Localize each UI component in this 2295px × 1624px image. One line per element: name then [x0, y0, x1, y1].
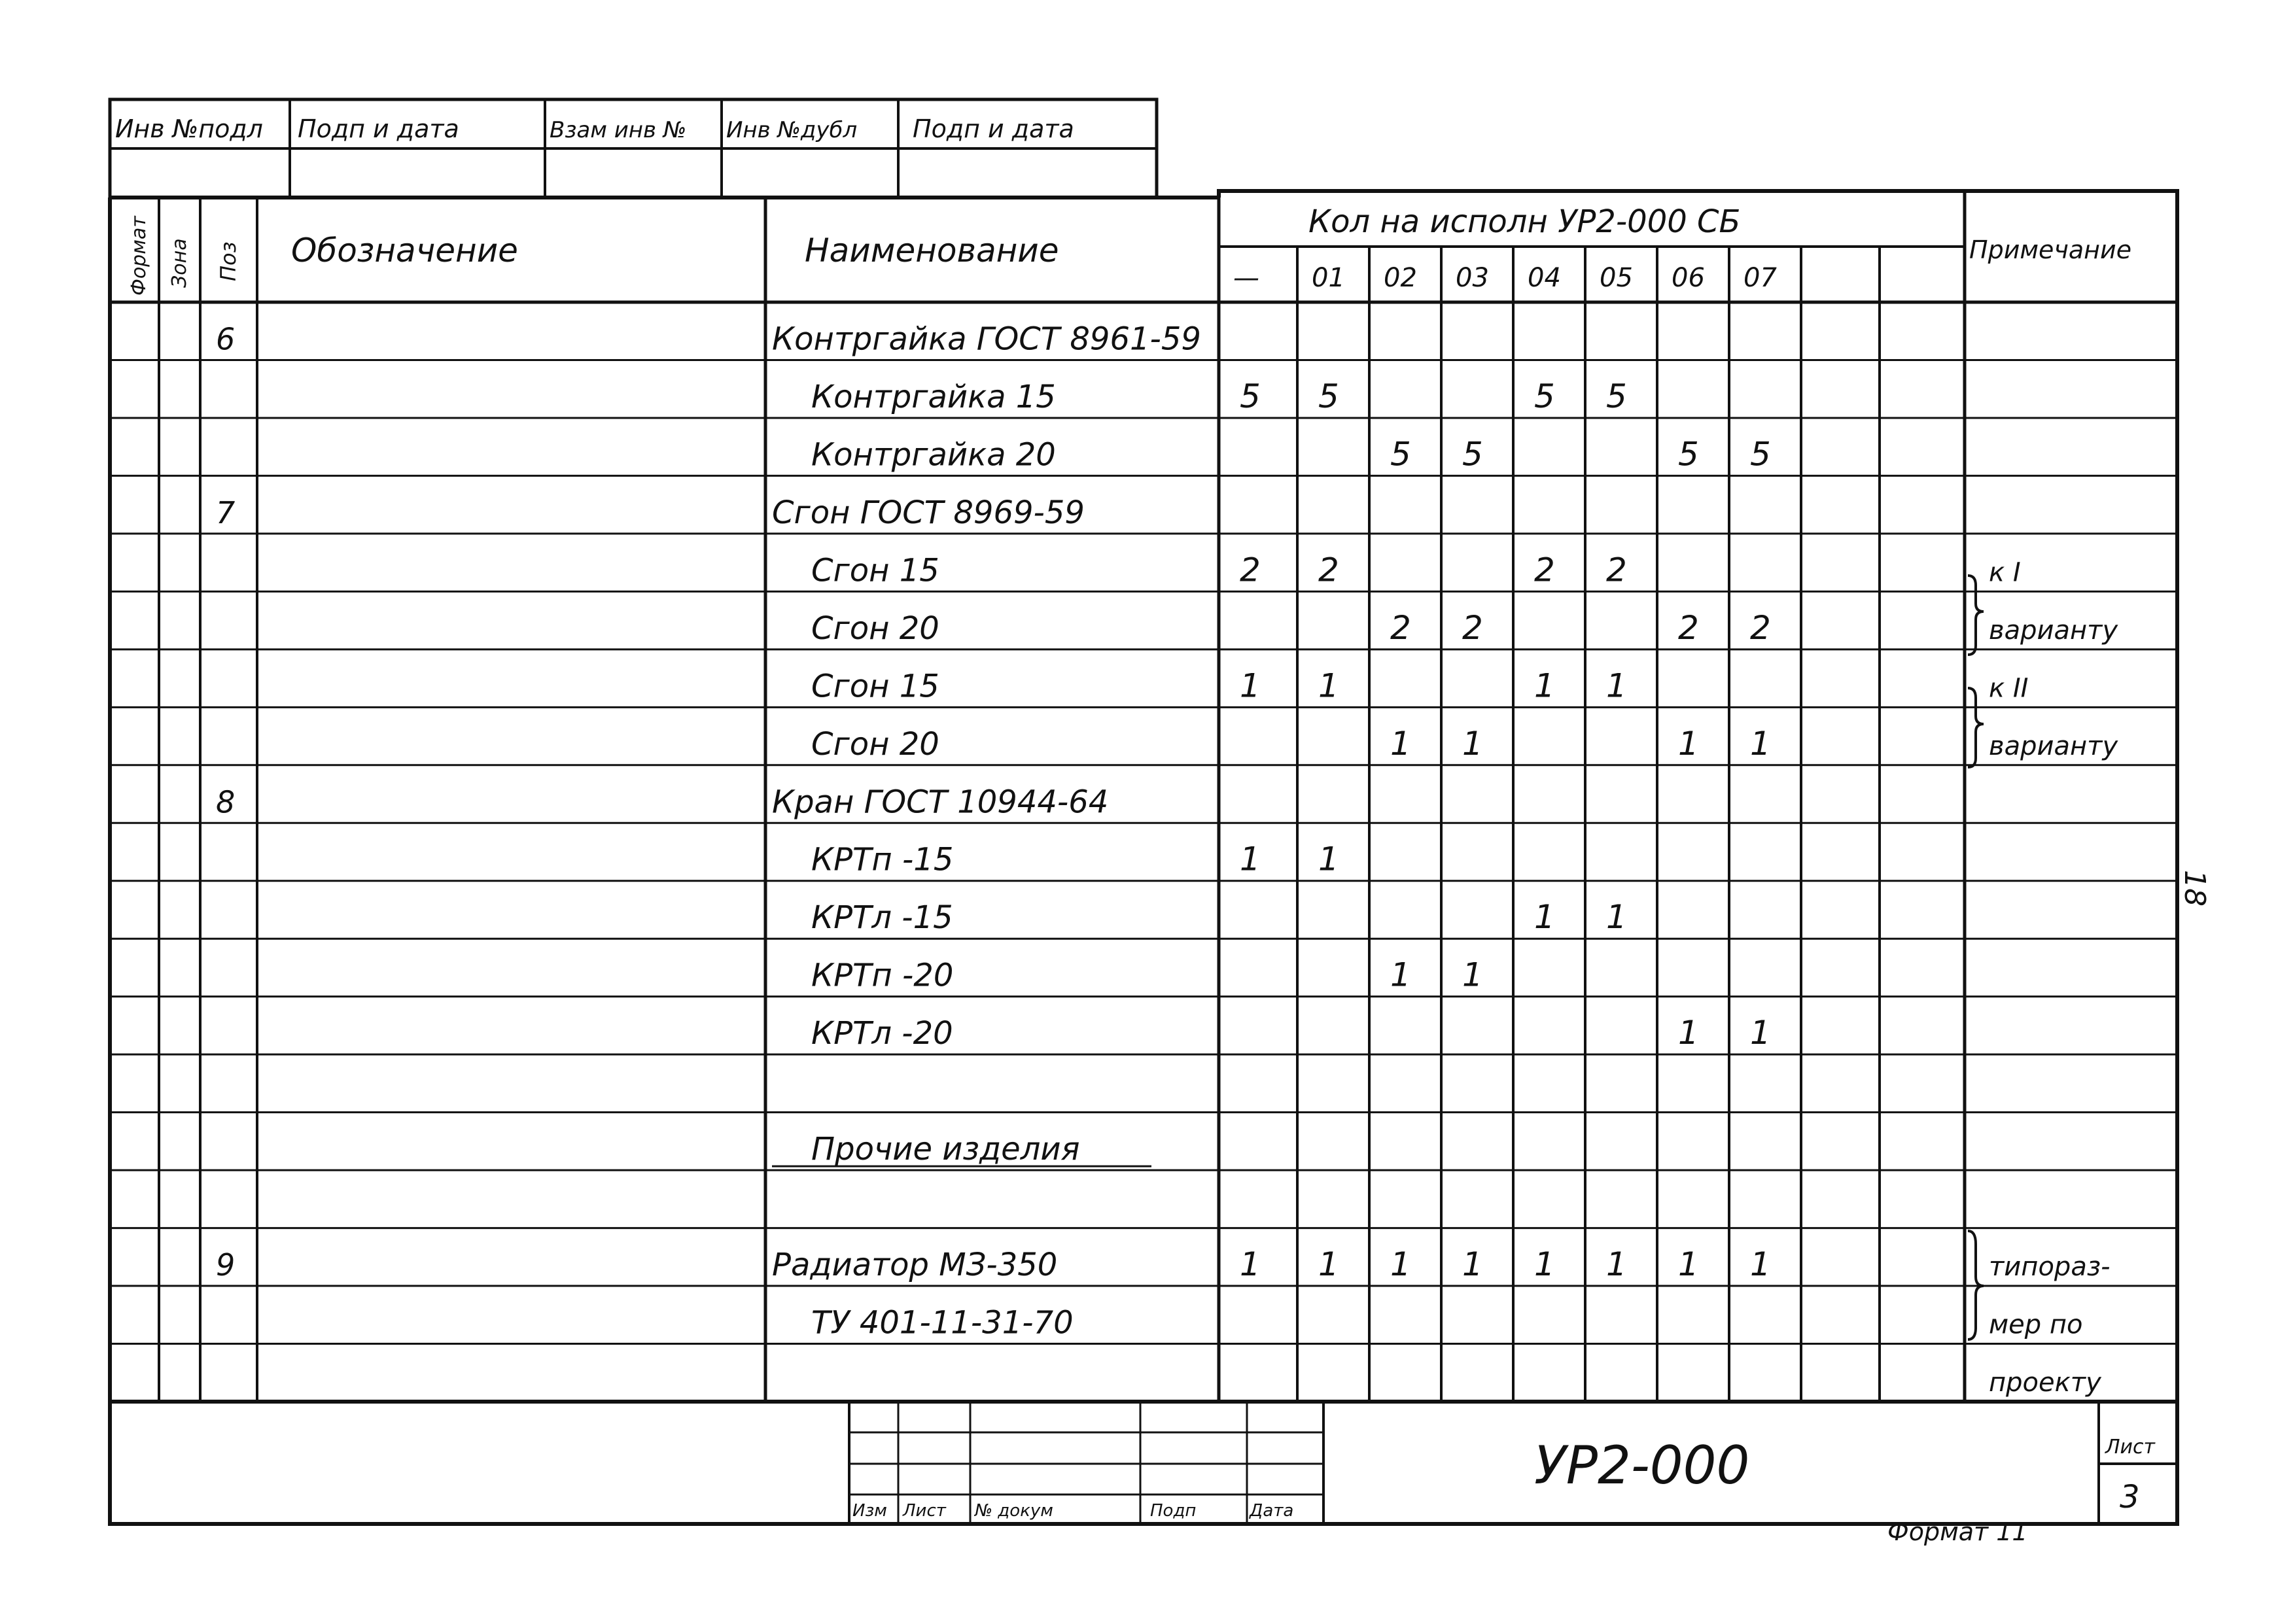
row-qty-3: 1: [1390, 956, 1411, 994]
row-qty-3: 1: [1390, 724, 1411, 763]
row-name: Контргайка ГОСТ 8961-59: [772, 320, 1201, 358]
variant-header-8: 07: [1743, 263, 1777, 293]
row-name: Контргайка 20: [811, 436, 1056, 474]
stamp-header-podp-data-2: Подп и дата: [913, 114, 1074, 143]
top-stamp: [110, 99, 1157, 198]
format-label: Формат 11: [1887, 1517, 2028, 1546]
row-qty-5: 1: [1534, 898, 1555, 937]
table-row: [216, 320, 1201, 357]
header-name: Наименование: [805, 232, 1059, 269]
row-qty-6: 1: [1606, 666, 1627, 705]
row-qty-2: 2: [1318, 551, 1339, 589]
row-name: Сгон 20: [811, 725, 939, 763]
sheet-number: 3: [2120, 1479, 2140, 1515]
table-row: [811, 609, 2118, 647]
header-qty-group: Кол на исполн УР2-000 СБ: [1308, 203, 1741, 240]
side-page-number: 18: [2178, 870, 2211, 907]
row-qty-7: 1: [1678, 1014, 1699, 1052]
row-qty-1: 2: [1240, 551, 1261, 589]
row-note: к II: [1989, 673, 2029, 704]
row-qty-3: 2: [1390, 608, 1411, 647]
row-pos: 7: [216, 494, 236, 530]
column-headers: [128, 203, 2131, 296]
row-qty-6: 5: [1606, 377, 1627, 415]
row-name: Сгон 15: [811, 552, 939, 589]
row-qty-8: 1: [1750, 724, 1771, 763]
row-name: Кран ГОСТ 10944-64: [772, 784, 1109, 821]
row-qty-1: 1: [1240, 840, 1261, 878]
header-designation: Обозначение: [291, 232, 518, 269]
table-row: [811, 435, 1771, 473]
row-pos: 8: [216, 784, 236, 820]
row-name: Сгон ГОСТ 8969-59: [772, 494, 1085, 531]
row-note: варианту: [1989, 731, 2118, 761]
spec-table-grid: [110, 191, 2177, 1402]
header-zone: Зона: [168, 238, 191, 288]
row-qty-6: 1: [1606, 1245, 1627, 1284]
row-qty-2: 5: [1318, 377, 1339, 415]
row-qty-5: 1: [1534, 666, 1555, 705]
document-designation: УР2-000: [1534, 1435, 1750, 1496]
row-note: мер по: [1989, 1309, 2083, 1340]
row-qty-5: 1: [1534, 1245, 1555, 1284]
row-qty-4: 1: [1462, 1245, 1483, 1284]
row-qty-7: 2: [1678, 608, 1699, 647]
row-name: КРТп -20: [811, 957, 954, 994]
row-qty-3: 1: [1390, 1245, 1411, 1284]
table-row: [1989, 1368, 2102, 1398]
row-qty-7: 1: [1678, 724, 1699, 763]
header-format: Формат: [128, 216, 150, 296]
table-row: [811, 551, 2021, 589]
row-qty-7: 1: [1678, 1245, 1699, 1284]
row-qty-6: 1: [1606, 898, 1627, 937]
variant-header-6: 05: [1600, 263, 1633, 293]
table-row: [811, 725, 2118, 763]
row-qty-1: 5: [1240, 377, 1261, 415]
row-qty-3: 5: [1390, 435, 1411, 474]
row-qty-8: 1: [1750, 1014, 1771, 1052]
tb-label-data: Дата: [1250, 1501, 1294, 1521]
row-name: ТУ 401-11-31-70: [811, 1304, 1074, 1341]
row-qty-4: 2: [1462, 608, 1483, 647]
row-pos: 9: [216, 1247, 236, 1283]
header-note: Примечание: [1969, 235, 2132, 264]
row-qty-2: 1: [1318, 666, 1339, 705]
row-qty-4: 5: [1462, 435, 1483, 474]
stamp-header-inv-dubl: Инв №дубл: [726, 117, 858, 143]
spec-rows: [216, 320, 2118, 1398]
variant-header-2: 01: [1312, 263, 1345, 293]
row-name: Прочие изделия: [811, 1131, 1080, 1168]
tb-label-izm: Изм: [852, 1501, 887, 1521]
table-row: [216, 1245, 2111, 1283]
row-name: КРТл -15: [811, 899, 953, 937]
row-name: Сгон 20: [811, 610, 939, 647]
row-lines: [110, 360, 2177, 1343]
row-qty-8: 2: [1750, 608, 1771, 647]
table-row: [811, 1305, 2083, 1341]
row-name: Радиатор МЗ-350: [772, 1247, 1058, 1284]
row-qty-5: 5: [1534, 377, 1555, 415]
table-row: [811, 956, 1483, 994]
row-name: Сгон 15: [811, 668, 939, 705]
row-name: Контргайка 15: [811, 378, 1056, 415]
row-pos: 6: [216, 321, 236, 357]
table-row: [811, 666, 2028, 704]
header-pos: Поз: [216, 241, 241, 281]
variant-header-4: 03: [1456, 263, 1489, 293]
tb-label-list: Лист: [903, 1501, 946, 1521]
row-qty-8: 1: [1750, 1245, 1771, 1284]
row-qty-5: 2: [1534, 551, 1555, 589]
variant-header-5: 04: [1528, 263, 1561, 293]
note-braces: [1968, 576, 1984, 1339]
title-block: [849, 1402, 2177, 1524]
row-qty-1: 1: [1240, 666, 1261, 705]
row-qty-7: 5: [1678, 435, 1699, 474]
variant-header-7: 06: [1672, 263, 1705, 293]
stamp-header-podp-data-1: Подп и дата: [298, 114, 459, 143]
row-note: варианту: [1989, 615, 2118, 646]
variant-header-1: —: [1233, 263, 1259, 293]
tb-label-dokum: № докум: [975, 1501, 1053, 1521]
row-qty-2: 1: [1318, 840, 1339, 878]
row-qty-2: 1: [1318, 1245, 1339, 1284]
table-row: [772, 1131, 1151, 1167]
table-row: [811, 840, 1339, 878]
row-note: проекту: [1989, 1368, 2101, 1398]
row-qty-1: 1: [1240, 1245, 1261, 1284]
table-row: [216, 784, 1108, 820]
row-qty-4: 1: [1462, 956, 1483, 994]
table-row: [216, 494, 1085, 531]
row-name: КРТл -20: [811, 1015, 953, 1052]
row-qty-6: 2: [1606, 551, 1627, 589]
variant-header-3: 02: [1384, 263, 1417, 293]
row-note: к I: [1989, 557, 2021, 588]
row-name: КРТп -15: [811, 841, 954, 878]
row-note: типораз-: [1989, 1252, 2111, 1283]
stamp-header-inv-podl: Инв №подл: [115, 114, 263, 143]
table-row: [811, 1014, 1771, 1052]
main-frame: [110, 191, 2177, 1524]
tb-label-podp: Подп: [1150, 1501, 1197, 1521]
row-qty-8: 5: [1750, 435, 1771, 474]
sheet-label: Лист: [2105, 1436, 2156, 1459]
stamp-header-vzam-inv: Взам инв №: [550, 117, 687, 143]
row-qty-4: 1: [1462, 724, 1483, 763]
